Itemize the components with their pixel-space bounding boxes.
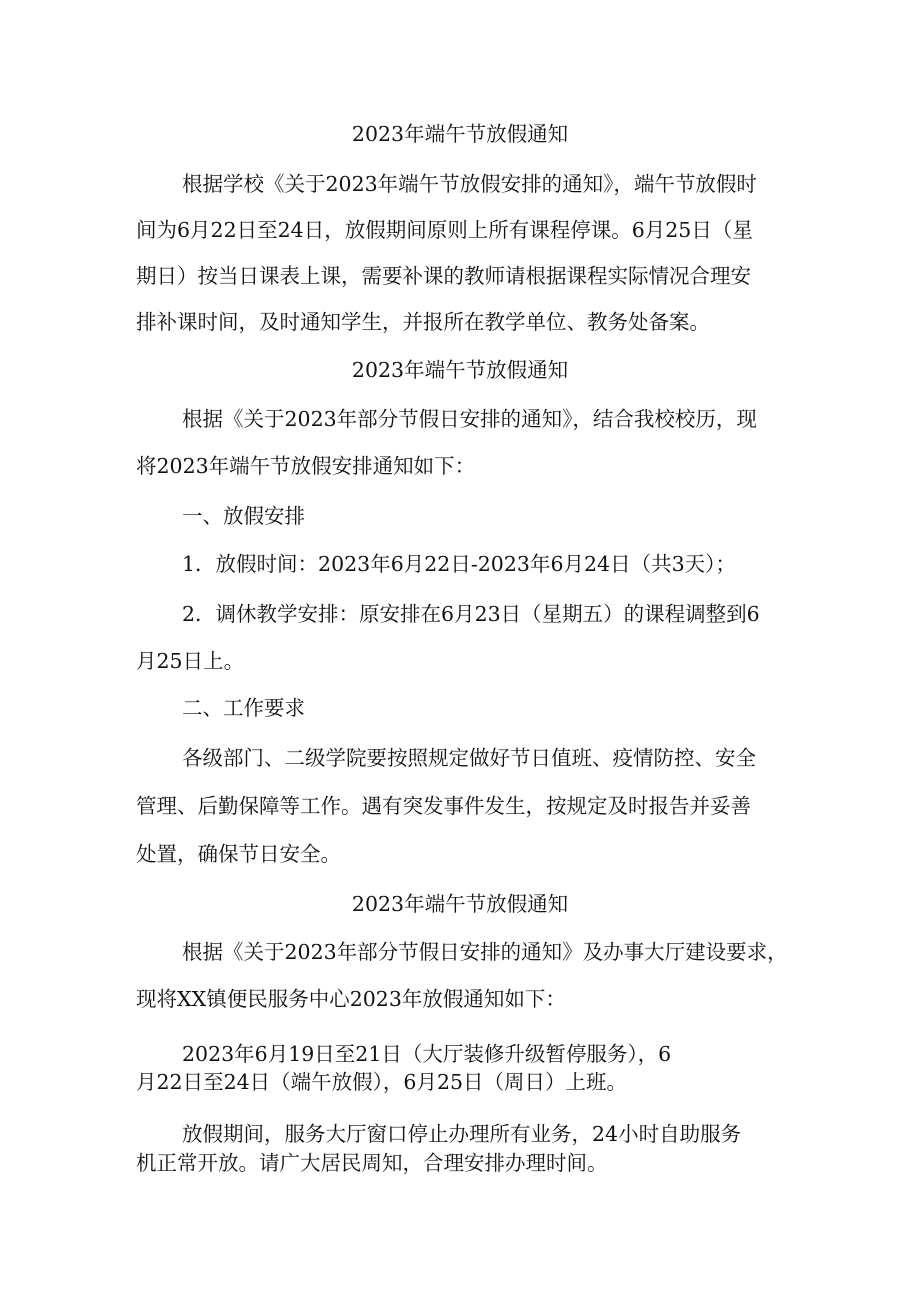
notice-1-line-4: 排补课时间，及时通知学生，并报所在教学单位、教务处备案。 <box>136 310 710 334</box>
notice-2-item-2-line-1: 2．调休教学安排：原安排在6月23日（星期五）的课程调整到6 <box>182 602 760 626</box>
notice-2-heading-2: 二、工作要求 <box>182 696 305 720</box>
notice-2-requirement-line-3: 处置，确保节日安全。 <box>136 842 341 866</box>
notice-3-intro-line-2: 现将XX镇便民服务中心2023年放假通知如下： <box>136 987 566 1011</box>
notice-3-intro-line-1: 根据《关于2023年部分节假日安排的通知》及办事大厅建设要求， <box>182 940 788 964</box>
notice-title-1: 2023年端午节放假通知 <box>351 122 569 146</box>
notice-3-notice-line-1: 放假期间，服务大厅窗口停止办理所有业务，24小时自助服务 <box>182 1122 742 1146</box>
notice-2-item-2-line-2: 月25日上。 <box>136 649 245 673</box>
notice-2-heading-1: 一、放假安排 <box>182 504 305 528</box>
notice-3-schedule-line-1: 2023年6月19日至21日（大厅装修升级暂停服务），6 <box>182 1042 672 1066</box>
notice-3-notice-line-2: 机正常开放。请广大居民周知，合理安排办理时间。 <box>136 1151 608 1175</box>
notice-2-intro-line-1: 根据《关于2023年部分节假日安排的通知》，结合我校校历，现 <box>182 407 757 431</box>
notice-1-line-2: 间为6月22日至24日，放假期间原则上所有课程停课。6月25日（星 <box>136 218 753 242</box>
notice-title-3: 2023年端午节放假通知 <box>351 892 569 916</box>
notice-3-schedule-line-2: 月22日至24日（端午放假），6月25日（周日）上班。 <box>136 1070 628 1094</box>
notice-2-intro-line-2: 将2023年端午节放假安排通知如下： <box>136 454 476 478</box>
notice-2-item-1: 1．放假时间：2023年6月22日-2023年6月24日（共3天）； <box>182 552 736 576</box>
notice-title-2: 2023年端午节放假通知 <box>351 358 569 382</box>
notice-1-line-1: 根据学校《关于2023年端午节放假安排的通知》，端午节放假时 <box>182 172 757 196</box>
notice-2-requirement-line-2: 管理、后勤保障等工作。遇有突发事件发生，按规定及时报告并妥善 <box>136 794 751 818</box>
notice-2-requirement-line-1: 各级部门、二级学院要按照规定做好节日值班、疫情防控、安全 <box>182 746 756 770</box>
notice-1-line-3: 期日）按当日课表上课，需要补课的教师请根据课程实际情况合理安 <box>136 264 751 288</box>
